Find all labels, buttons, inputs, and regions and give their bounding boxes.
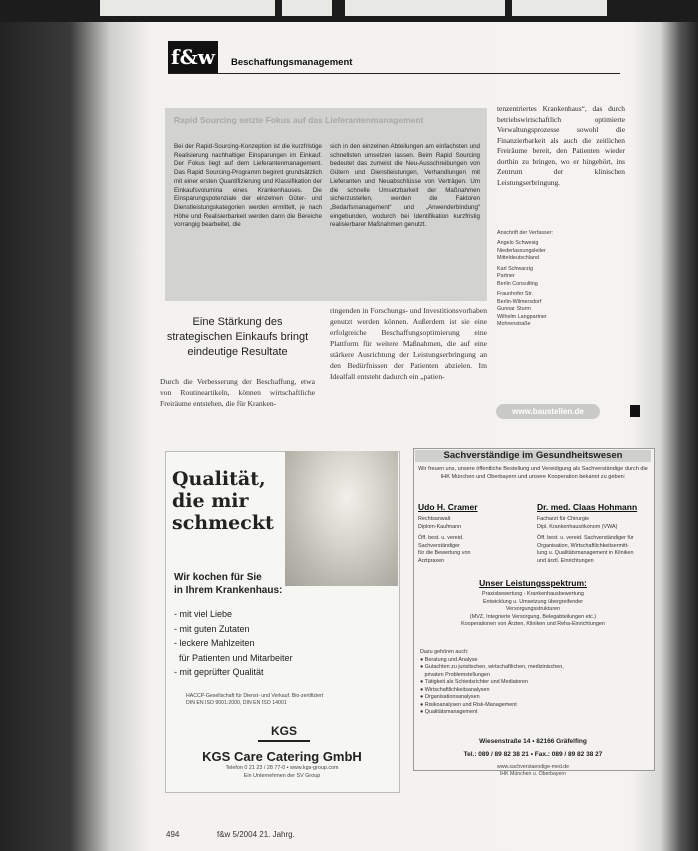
article-subhead: Eine Stärkung des strategischen Einkaufs bringt eindeutige Resultate <box>166 316 309 358</box>
service-item-text: Wirtschaftlichkeitsanalysen <box>424 686 490 693</box>
detail-line: lung u. Qualitätsmanagement in Kliniken <box>537 550 634 556</box>
end-marker <box>630 405 640 417</box>
detail-line: Sachverständiger <box>418 542 460 549</box>
ad-headline <box>172 468 274 534</box>
fw-logo: f&w <box>168 41 218 74</box>
expert-phone: Tel.: 089 / 89 82 38 21 • Fax.: 089 / 89 82 38 27 <box>463 751 603 758</box>
detail-line: Facharzt für Chirurgie <box>537 516 590 522</box>
author-line: Wilhelm Langpartner <box>497 313 547 320</box>
contact-line: Ein Unternehmen der SV Group <box>243 772 321 779</box>
services-block <box>418 591 648 629</box>
ad-headline-line: schmeckt <box>172 512 274 534</box>
kgs-logo: KGS <box>270 724 297 738</box>
ad-benefits-list <box>174 607 293 680</box>
service-item-text: Beratung und Analyse <box>424 656 478 663</box>
author-line: Partner <box>497 273 515 279</box>
service-item: ● Gutachten zu juristischen, wirtschaftlichen, medizinischen, <box>420 664 564 670</box>
service-line: Praxisbewertung - Krankenhausbewertung <box>482 591 584 597</box>
detail-line: für die Bewertung von <box>418 550 471 556</box>
author-line: Karl Schwarzig <box>497 265 533 272</box>
authors-label: Anschrift der Verfasser: <box>497 230 554 236</box>
ad-sub-line: Wir kochen für Sie <box>174 572 262 583</box>
services-list <box>420 649 564 717</box>
detail-line: Dipl. Krankenhausökonom (VWA) <box>537 523 618 530</box>
page-number: 494 <box>166 830 180 839</box>
company-name: KGS Care Catering GmbH <box>202 749 362 764</box>
info-box-column-2: sich in den einzelnen Abteilungen am einfachsten und schnellsten umsetzen lassen. Beim Rapid Sourcing bedeutet das zumeist die Neu-Ausschreibungen von Gütern und Dienstleistungen, Verhandlungen mit Lieferanten und Neuabschlüsse von Verträgen. Um die schnelle Umsetzbarkeit der Maßnahmen sicherzustellen, werden die Faktoren „Bedarfsmanagement“ und „Anwenderbindung“ eingebunden, wodurch bei Identifikation kurzfristig realisierbarer Maßnahmen genutzt. <box>330 143 480 229</box>
info-box-column-1: Bei der Rapid-Sourcing-Konzeption ist die kurzfristige Realisierung nachhaltiger Einsparungen im Einkauf. Der Fokus liegt auf dem Lieferantenmanagement. Das Rapid Sourcing-Programm beginnt grundsätzlich mit einer ersten Quantifizierung und Klassifikation der Einkaufsvolumina eines Krankenhauses. Die Einsparungspotenziale der einzelnen Güter- und Dienstleistungskategorien werden ermittelt, je nach Höhe und Realisierbarkeit werden dann die Bereiche vorrangig bearbeitet, die <box>174 143 322 229</box>
author-line: Gunnar Sturm <box>497 306 531 312</box>
service-item-text: Qualitätsmanagement <box>424 709 478 715</box>
service-item: ● Tätigkeit als Schiedsrichter und Mediatoren <box>420 679 529 685</box>
service-item-text: Tätigkeit als Schiedsrichter und Mediatoren <box>424 679 529 685</box>
right-column-text: tenzentriertes Krankenhaus“, das durch betriebswirtschaftlich optimierte Verwaltungsprozesse sowohl die Finanzierbarkeit als auch die zeitlichen Freiräume bereit, den Patienten wieder dorthin zu bringen, wo er hingehört, ins Zentrum der klinischen Leistungserbringung. <box>497 104 625 187</box>
detail-line: Öff. best. u. vereid. Sachverständiger für <box>537 535 634 541</box>
kgs-logo-underline <box>258 740 310 742</box>
info-box-title: Rapid Sourcing setzte Fokus auf das Lieferantenmanagement <box>174 115 424 125</box>
author-line: Berlin-Wilmersdorf <box>497 298 542 305</box>
expert-ad-intro: Wir freuen uns, unsere öffentliche Bestellung und Vereidigung als Sachverständige durch die IHK München und Oberbayern und unsere Kooperation bekannt zu geben: <box>418 466 648 480</box>
expert-web-line: IHK München u. Oberbayern <box>499 771 567 777</box>
service-item-text: Organisationsanalysen <box>424 694 480 700</box>
author-line: Fraunhofer Str. <box>497 291 533 297</box>
detail-line: Diplom-Kaufmann <box>418 523 462 530</box>
article-column-1: Durch die Verbesserung der Beschaffung, etwa von Routineartikeln, können wirtschaftliche Freiräume entstehen, die für Kranken- <box>160 377 315 408</box>
header-rule <box>168 73 620 74</box>
detail-line: Rechtsanwalt <box>418 516 451 522</box>
service-line: Versorgungsstrukturen <box>505 606 561 612</box>
author-line: Berlin Consulting <box>497 280 538 287</box>
detail-line: und ärztl. Einrichtungen <box>537 557 594 564</box>
service-line: Kooperationen von Ärzten, Kliniken und Reha-Einrichtungen <box>461 621 605 627</box>
ad-benefit: für Patienten und Mitarbeiter <box>174 652 293 663</box>
article-column-2: ringenden in Forschungs- und Investitionsvorhaben genutzt werden können. Außerdem ist sie eine erfolgreiche Beschaffungsoptimierung eine Plattform für weitere Maßnahmen, die auf eine stärkere Ausrichtung der Leistungserbringung an den Bedürfnissen der Patienten abzielen. Im Idealfall entsteht dadurch ein „patien- <box>330 306 487 381</box>
author-line: Mitteldeutschland <box>497 255 539 261</box>
contact-line: Telefon 0 21 23 / 28 77-0 • www.kgs-group.com <box>225 765 339 771</box>
author-line: Niederlassungsleiter <box>497 247 546 254</box>
detail-line: Öff. best. u. vereid. <box>418 535 464 541</box>
ad-benefit: - mit geprüfter Qualität <box>174 667 264 677</box>
service-item: ● Qualitätsmanagement <box>420 709 478 715</box>
ad-subheadline <box>174 571 282 597</box>
service-item: ● Beratung und Analyse <box>420 656 478 663</box>
author-line: Angelo Schwesig <box>497 240 539 246</box>
author-line: Mohrenstraße <box>497 321 531 327</box>
services-list-label: Dazu gehören auch: <box>420 649 469 655</box>
ad-sub-line: in Ihrem Krankenhaus: <box>174 585 283 596</box>
person-1-details <box>418 516 530 565</box>
expert-web <box>413 764 653 778</box>
service-item: ● Risikoanalysen und Risk-Management <box>420 701 517 708</box>
ad-headline-line: die mir <box>172 490 249 512</box>
service-item-text: Risikoanalysen und Risk-Management <box>424 701 517 708</box>
ad-benefit: - mit viel Liebe <box>174 609 233 619</box>
service-item-text: privaten Problemstellungen <box>424 671 490 678</box>
woman-photo <box>285 451 398 586</box>
company-contact <box>171 765 393 780</box>
person-2-name: Dr. med. Claas Hohmann <box>537 502 638 512</box>
web-link-badge[interactable]: www.baustellen.de <box>496 404 600 419</box>
expert-web-line[interactable]: www.sachverstaendige-med.de <box>496 764 570 770</box>
ad-note-line: HACCP-Gesellschaft für Dienst- und Verkauf. Bio-zertifiziert <box>186 693 324 699</box>
service-line: Entwicklung u. Umsetzung übergreifender <box>482 598 584 605</box>
service-line: (MVZ, Integrierte Versorgung, Belegabteilungen etc.) <box>469 613 597 620</box>
service-item <box>420 672 564 680</box>
services-title: Unser Leistungsspektrum: <box>479 578 587 588</box>
ad-note-line: DIN EN ISO 9001:2000, DIN EN ISO 14001 <box>186 700 287 706</box>
ad-headline-line: Qualität, <box>172 468 266 490</box>
ad-certification-note <box>186 693 323 707</box>
ad-benefit: - mit guten Zutaten <box>174 623 250 634</box>
expert-ad-title: Sachverständige im Gesundheitswesen <box>415 450 651 462</box>
person-1-name: Udo H. Cramer <box>418 502 478 512</box>
authors-list <box>497 240 617 329</box>
service-item: ● Wirtschaftlichkeitsanalysen <box>420 686 490 693</box>
top-strip <box>0 0 698 22</box>
issue-info: f&w 5/2004 21. Jahrg. <box>217 830 295 839</box>
service-item: ● Organisationsanalysen <box>420 694 480 700</box>
ad-benefit: - leckere Mahlzeiten <box>174 638 255 648</box>
detail-line: Arztpraxen <box>418 557 445 564</box>
detail-line: Organisation, Wirtschaftlichkeitsermitt- <box>537 542 629 549</box>
section-title: Beschaffungsmanagement <box>231 57 353 68</box>
service-item-text: Gutachten zu juristischen, wirtschaftlichen, medizinischen, <box>424 664 564 670</box>
expert-address: Wiesenstraße 14 • 82166 Gräfelfing <box>479 738 587 745</box>
person-2-details <box>537 516 652 565</box>
